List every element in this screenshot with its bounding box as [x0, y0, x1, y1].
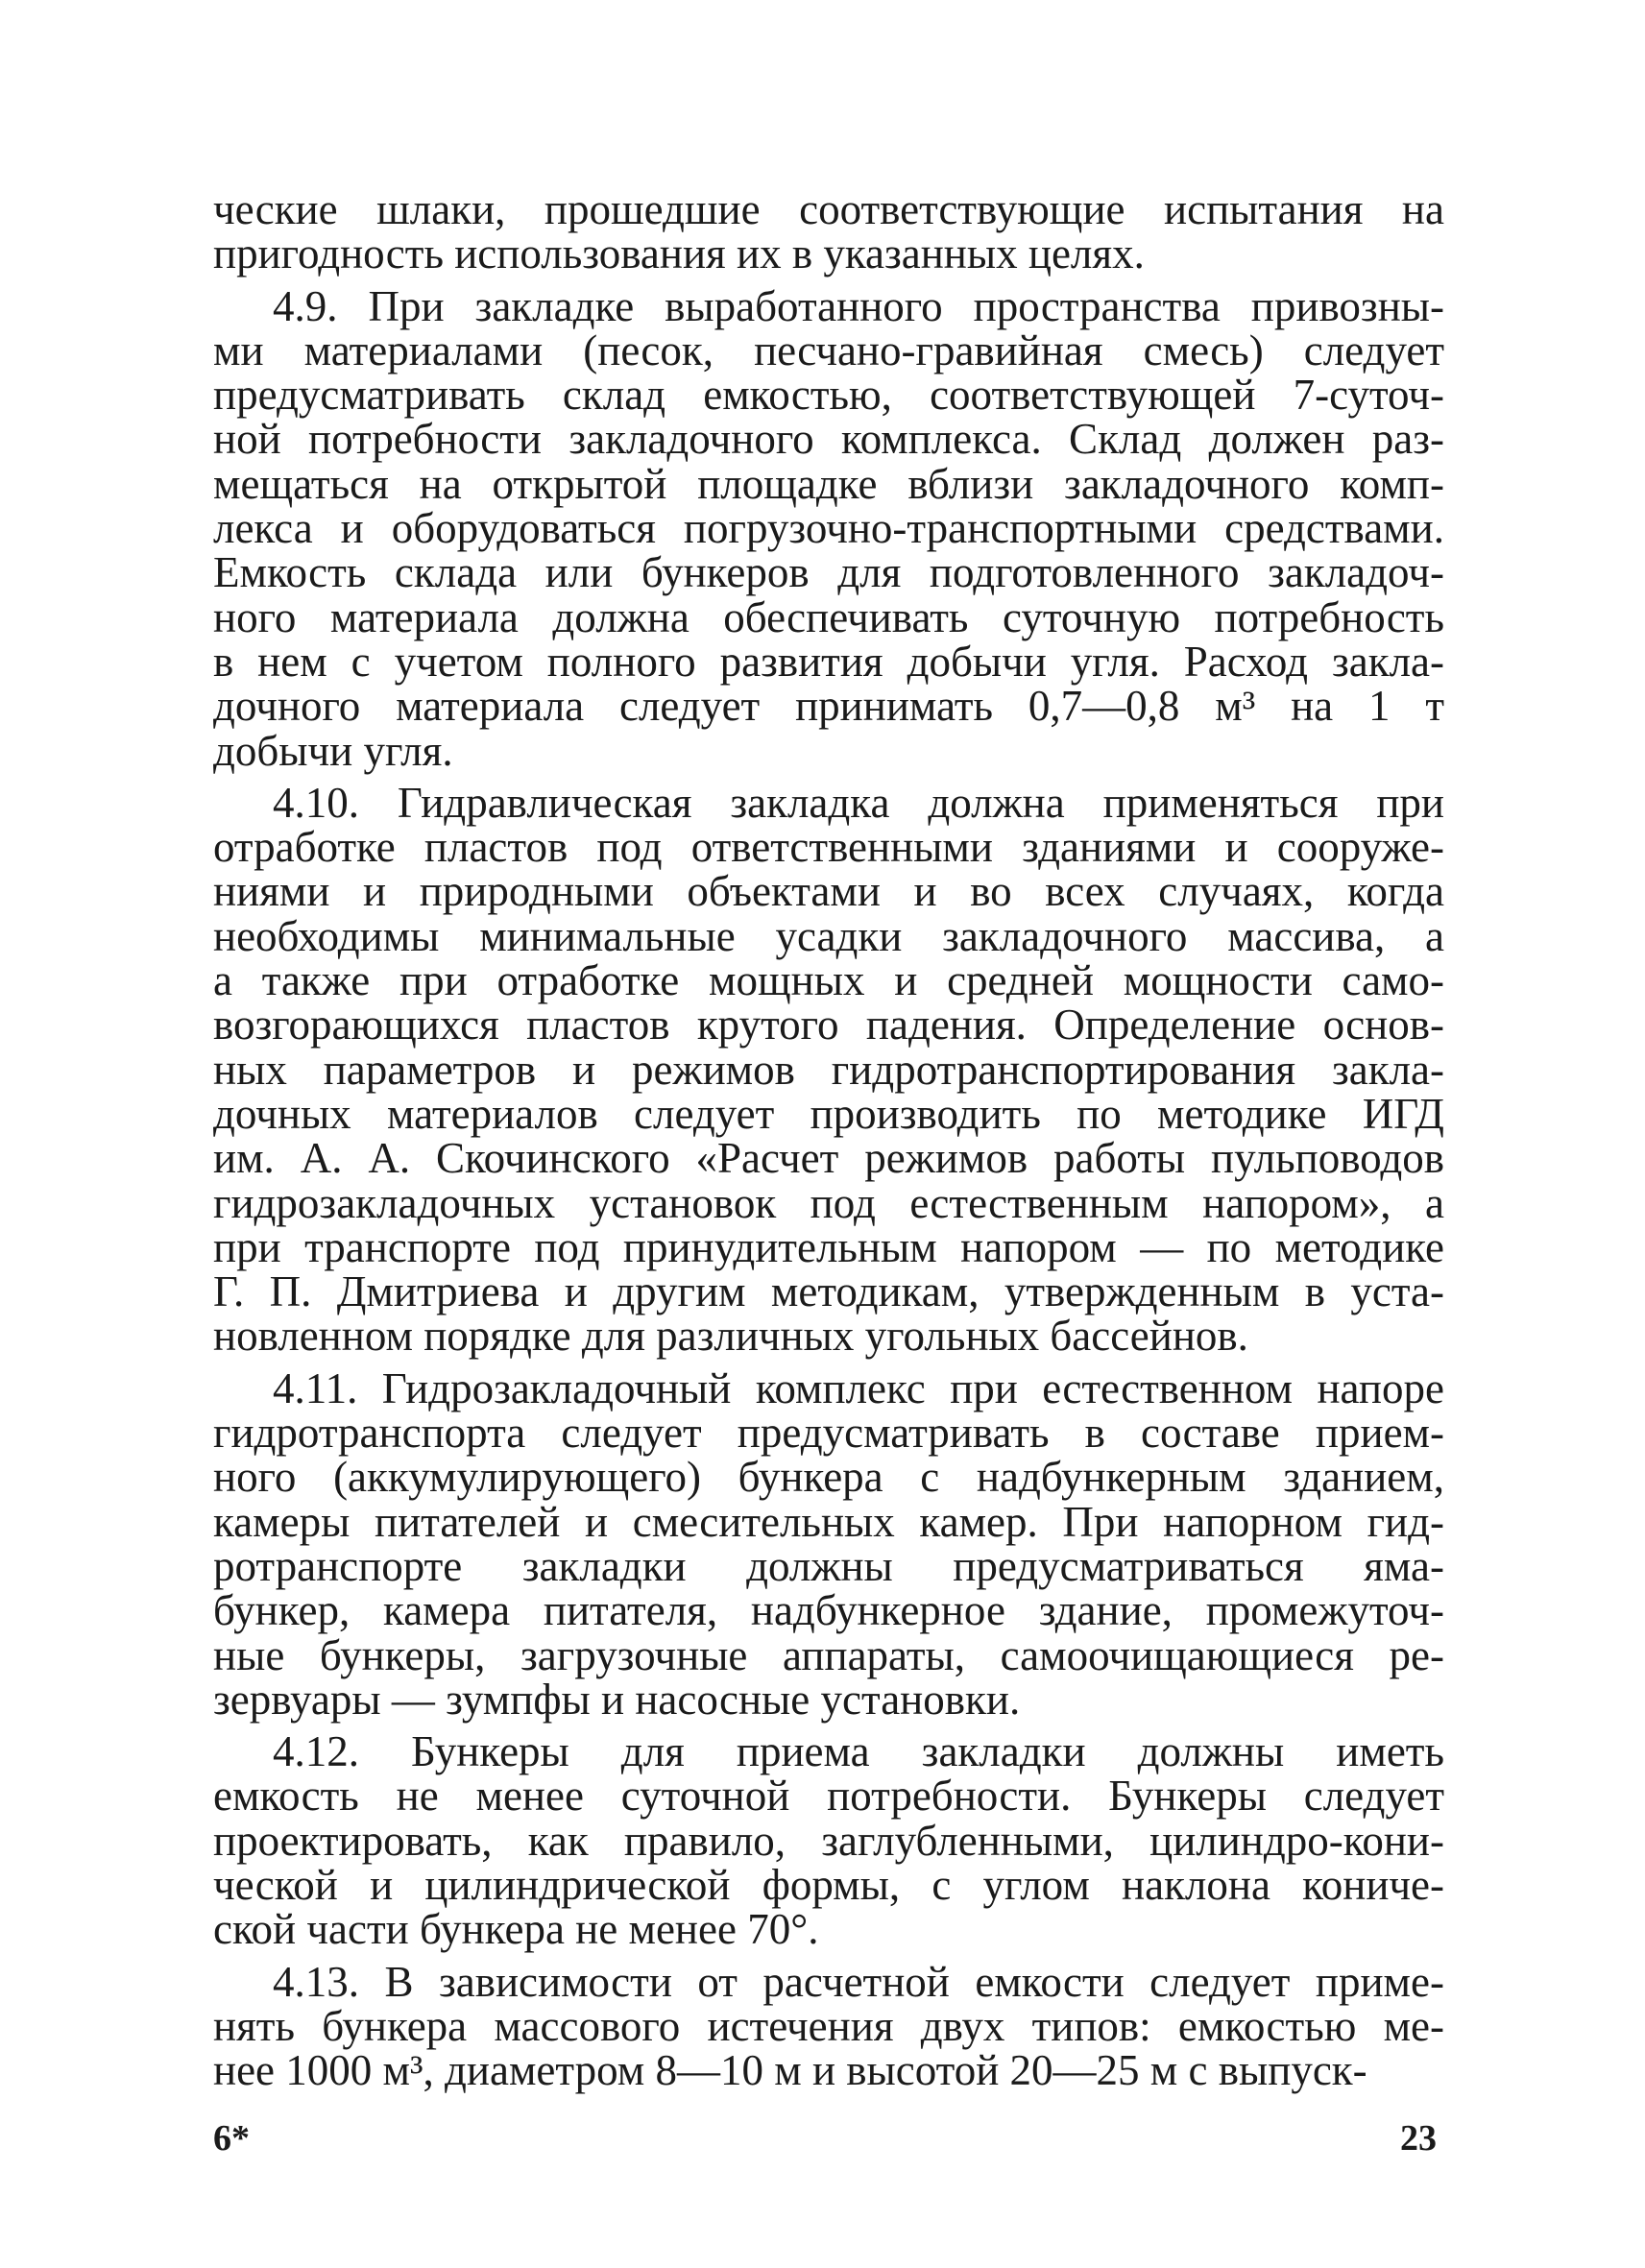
text-line: камеры питателей и смесительных камер. При напорном гид- [213, 1497, 1444, 1546]
text-line: ного (аккумулирующего) бункера с надбункерным зданием, [213, 1453, 1444, 1502]
paragraph-p-4-13 [213, 1957, 1444, 2095]
text-line: лекса и оборудоваться погрузочно-транспортными средствами. [213, 504, 1444, 553]
text-line: необходимы минимальные усадки закладочного массива, а [213, 911, 1444, 960]
text-line: отработке пластов под ответственными зданиями и сооруже- [213, 823, 1444, 872]
text-line: в нем с учетом полного развития добычи угля. Расход закла- [213, 637, 1444, 686]
text-line: ротранспорте закладки должны предусматриваться яма- [213, 1541, 1444, 1590]
text-line: 4.12. Бункеры для приема закладки должны иметь [273, 1727, 1444, 1776]
signature-mark: 6* [213, 2118, 250, 2159]
text-line: гидрозакладочных установок под естественным напором», а [213, 1178, 1444, 1227]
text-line: нее 1000 м³, диаметром 8—10 м и высотой 20—25 м с выпуск- [213, 2046, 1367, 2095]
text-line: ные бункеры, загрузочные аппараты, самоочищающиеся ре- [213, 1630, 1444, 1679]
text-line: нять бункера массового истечения двух типов: емкостью ме- [213, 2001, 1444, 2050]
text-line: дочных материалов следует производить по методике ИГД [213, 1089, 1444, 1138]
text-line: ческой и цилиндрической формы, с углом наклона кониче- [213, 1860, 1444, 1909]
text-line: при транспорте под принудительным напором — по методике [213, 1222, 1444, 1271]
paragraph-p-4-10 [213, 778, 1444, 1361]
text-line: 4.9. При закладке выработанного пространства привозны- [273, 281, 1444, 330]
page-number: 23 [1400, 2118, 1437, 2159]
text-line: бункер, камера питателя, надбункерное здание, промежуточ- [213, 1586, 1444, 1635]
text-line: ного материала должна обеспечивать суточную потребность [213, 592, 1444, 641]
text-line: зервуары — зумпфы и насосные установки. [213, 1675, 1021, 1724]
text-line: новленном порядке для различных угольных бассейнов. [213, 1312, 1248, 1361]
text-line: 4.13. В зависимости от расчетной емкости следует приме- [273, 1957, 1444, 2006]
text-line: ной потребности закладочного комплекса. Склад должен раз- [213, 415, 1444, 464]
text-line: а также при отработке мощных и средней мощности само- [213, 956, 1444, 1005]
text-line: Г. П. Дмитриева и другим методикам, утвержденным в уста- [213, 1267, 1444, 1316]
text-line: им. А. А. Скочинского «Расчет режимов работы пульповодов [213, 1134, 1444, 1183]
text-line: гидротранспорта следует предусматривать в составе прием- [213, 1409, 1444, 1458]
paragraph-p-4-11 [213, 1363, 1444, 1724]
text-line: Емкость склада или бункеров для подготовленного закладоч- [213, 548, 1444, 597]
text-line: ми материалами (песок, песчано-гравийная смесь) следует [213, 326, 1444, 374]
paragraph-p-4-9 [213, 281, 1444, 775]
text-line: ской части бункера не менее 70°. [213, 1905, 819, 1954]
text-line: 4.11. Гидрозакладочный комплекс при естественном напоре [273, 1363, 1444, 1412]
text-line: добычи угля. [213, 726, 453, 775]
paragraph-p-4-12 [213, 1727, 1444, 1954]
text-line: ных параметров и режимов гидротранспортирования закла- [213, 1045, 1444, 1094]
text-line: возгорающихся пластов крутого падения. Определение основ- [213, 1001, 1444, 1050]
text-line: 4.10. Гидравлическая закладка должна применяться при [273, 778, 1444, 827]
text-line: ниями и природными объектами и во всех случаях, когда [213, 867, 1444, 916]
text-line: пригодность использования их в указанных целях. [213, 229, 1145, 278]
body-text [213, 185, 1444, 2095]
text-line: дочного материала следует принимать 0,7—0,8 м³ на 1 т [213, 682, 1444, 731]
text-line: мещаться на открытой площадке вблизи закладочного комп- [213, 459, 1444, 508]
text-line: предусматривать склад емкостью, соответствующей 7-суточ- [213, 371, 1444, 420]
paragraph-p-cont [213, 187, 1444, 277]
text-line: ческие шлаки, прошедшие соответствующие испытания на [213, 185, 1444, 233]
text-line: емкость не менее суточной потребности. Бункеры следует [213, 1772, 1444, 1821]
text-line: проектировать, как правило, заглубленными, цилиндро-кони- [213, 1816, 1444, 1865]
